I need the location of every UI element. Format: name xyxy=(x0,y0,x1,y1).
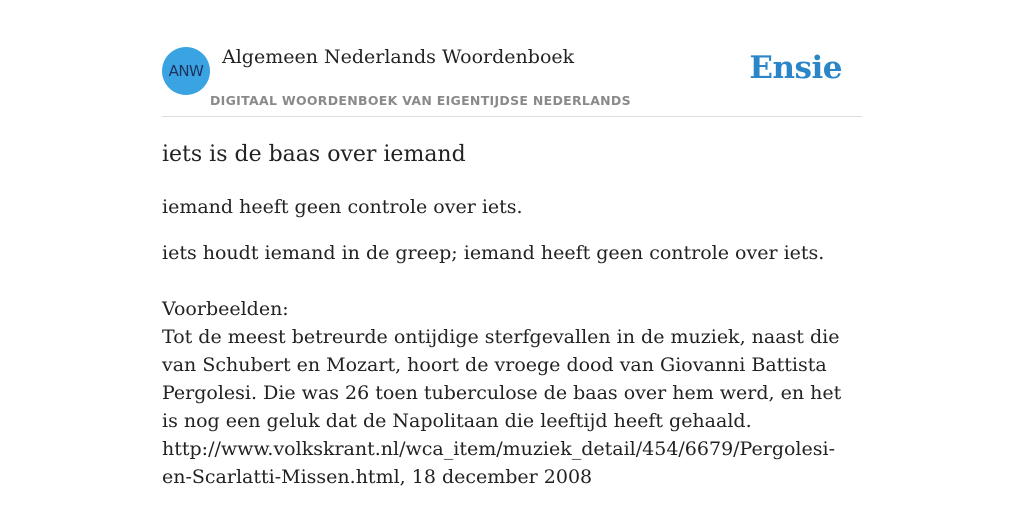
example-text: Tot de meest betreurde ontijdige sterfgevallen in de muziek, naast die van Schubert en Mozart, hoort de vroege dood van Giovanni Battista Pergolesi. Die was 26 toen tuberculose de baas over hem werd, en het is nog een geluk dat de Napolitaan die leeftijd heeft gehaald. xyxy=(162,326,842,432)
definition-2: iets houdt iemand in de greep; iemand heeft geen controle over iets. xyxy=(162,242,825,264)
examples-section xyxy=(162,295,862,491)
entry-content xyxy=(162,139,862,491)
anw-logo[interactable]: ANW xyxy=(162,47,210,95)
site-subtitle: DIGITAAL WOORDENBOEK VAN EIGENTIJDSE NEDERLANDS xyxy=(210,93,631,108)
site-header xyxy=(162,46,862,117)
entry-term: iets is de baas over iemand xyxy=(162,142,466,167)
definition-1: iemand heeft geen controle over iets. xyxy=(162,196,523,218)
site-title[interactable]: Algemeen Nederlands Woordenboek xyxy=(222,46,575,68)
ensie-brand-link[interactable]: Ensie xyxy=(749,50,842,86)
example-source: http://www.volkskrant.nl/wca_item/muziek_detail/454/6679/Pergolesi-en-Scarlatti-Missen.html, 18 december 2008 xyxy=(162,438,835,488)
examples-label: Voorbeelden: xyxy=(162,298,289,320)
